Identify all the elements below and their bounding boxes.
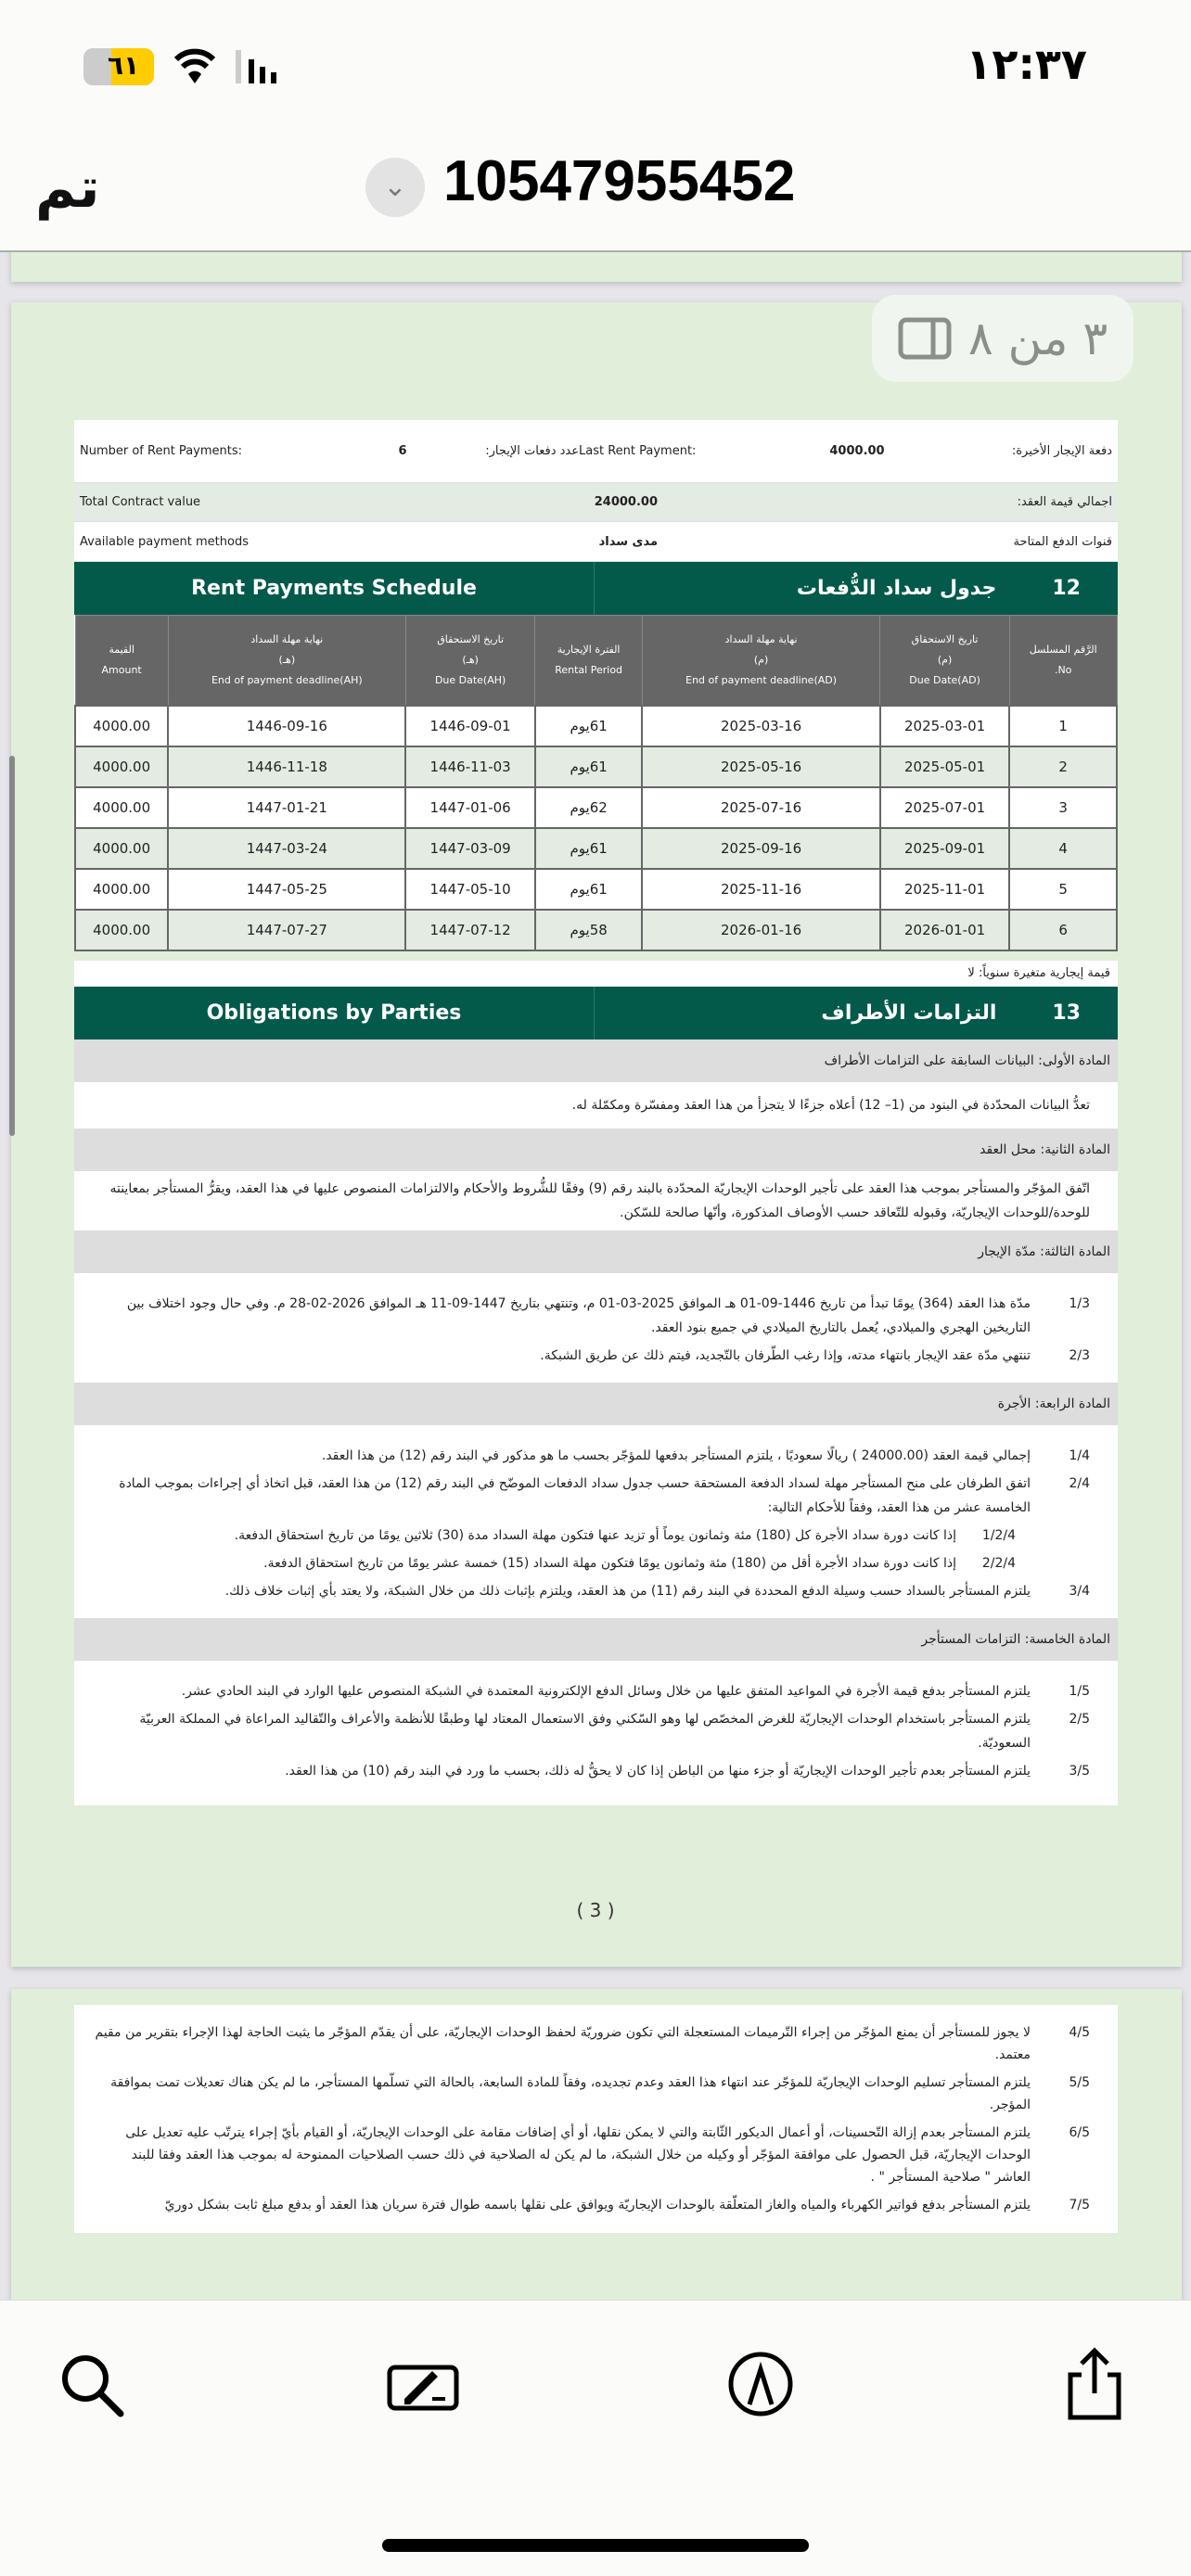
header-line: (م): [937, 653, 953, 666]
table-cell: 1: [1009, 706, 1117, 746]
clause-text: تنتهي مدّة عقد الإيجار بانتهاء مدته، وإذا رغب الطّرفان بالتّجديد، فيتم ذلك عن طريق الشبكة.: [540, 1347, 1031, 1363]
label: قنوات الدفع المتاحة: [1013, 534, 1112, 549]
clause-number: 3/5: [1069, 1763, 1090, 1779]
clause-number: 1/4: [1069, 1447, 1090, 1463]
share-icon[interactable]: [1057, 2347, 1132, 2421]
header-line: Amount: [101, 663, 142, 676]
header-line: Rental Period: [555, 663, 623, 676]
header-line: End of payment deadline(AH): [211, 673, 363, 686]
table-cell: 1447-01-06: [405, 787, 535, 828]
battery-level: ٦١: [108, 50, 140, 81]
clause-text: يلتزم المستأجر بالسداد حسب وسيلة الدفع المحددة في البند رقم (11) من هذ العقد، ويلتزم بإثبات ذلك من خلال الشبكة، ولا يعتد بأي إثبات خلاف ذلك.: [224, 1583, 1031, 1599]
clause: [93, 1524, 1016, 1548]
column-header: [1009, 616, 1117, 706]
table-cell: 5: [1009, 869, 1117, 910]
search-icon[interactable]: [54, 2347, 128, 2421]
label: Total Contract value: [80, 495, 201, 509]
wifi-icon: [173, 46, 217, 85]
table-cell: 2: [1009, 746, 1117, 787]
column-header: [75, 616, 168, 706]
page-counter[interactable]: [872, 295, 1133, 382]
clause-number: 4/5: [1069, 2025, 1090, 2040]
clause-text: يلتزم المستأجر بدفع فواتير الكهرباء والمياه والغاز المتعلّقة بالوحدات الإيجاريّة ويوافق على نقلها باسمه طوال فترة سريان هذا العقد أو بدفع مبلغ ثابت بشكل دوريّ: [164, 2198, 1031, 2213]
markup-icon[interactable]: [386, 2347, 460, 2421]
article-text: تعدُّ البيانات المحدّدة في البنود من (1– 12) أعلاه جزءًا لا يتجزأ من هذا العقد ومفسّرة ومكمّلة له.: [571, 1097, 1090, 1113]
summary-row: [74, 420, 1118, 483]
table-cell: 2025-05-16: [642, 746, 879, 787]
article-items: [74, 1661, 1118, 1805]
table-row: [75, 828, 1117, 869]
table-cell: 1446-09-01: [405, 706, 535, 746]
clause-text: إذا كانت دورة سداد الأجرة كل (180) مئة وثمانون يوماً أو تزيد عنها فتكون مهلة السداد مدة (30) ثلاثين يومًا من تاريخ استحقاق الدفعة.: [234, 1527, 956, 1543]
header-line: نهاية مهلة السداد: [724, 632, 798, 645]
table-cell: 2025-05-01: [880, 746, 1010, 787]
clause: [93, 1679, 1090, 1703]
column-header: [405, 616, 535, 706]
article-items: [74, 2005, 1118, 2233]
header-line: الفترة الإيجارية: [557, 643, 621, 656]
battery-icon: [83, 48, 154, 85]
clause: [93, 2122, 1090, 2188]
clause-number: 7/5: [1069, 2198, 1090, 2213]
section-title-en: Obligations by Parties: [206, 1001, 462, 1025]
section-number: 12: [1052, 577, 1081, 600]
clause: [93, 1444, 1090, 1468]
clause: [93, 1759, 1090, 1783]
clause-text: يلتزم المستأجر بدفع قيمة الأجرة في المواعيد المتفق عليها من خلال وسائل الدفع الإلكترونية المعتمدة في الشبكة المنصوص عليها الوارد في البند الحادي عشر.: [181, 1683, 1031, 1699]
bottom-toolbar: [0, 2300, 1191, 2576]
clause-text: إذا كانت دورة سداد الأجرة أقل من (180) مئة وثمانون يومًا فتكون مهلة السداد (15) خمسة عشر يومًا من تاريخ استحقاق الدفعة.: [263, 1555, 956, 1571]
table-cell: 2026-01-01: [880, 910, 1010, 950]
article-items: [74, 1425, 1118, 1618]
table-cell: 2026-01-16: [642, 910, 879, 950]
header-line: تاريخ الاستحقاق: [437, 632, 505, 645]
clause-number: 3/4: [1069, 1583, 1090, 1599]
page-counter-label: ٣ من ٨: [967, 312, 1108, 365]
header-line: Due Date(AH): [434, 673, 506, 686]
label: عدد دفعات الإيجار:: [485, 444, 579, 458]
table-cell: 2025-07-01: [880, 787, 1010, 828]
table-cell: 61يوم: [535, 706, 642, 746]
column-header: [168, 616, 405, 706]
table-cell: 4000.00: [75, 869, 168, 910]
table-cell: 1447-03-24: [168, 828, 405, 869]
clause-text: يلتزم المستأجر بعدم إزالة التّحسينات، أو أعمال الديكور الثّابتة والتي لا يمكن نقلها، أو أي إضافات مقامة على الوحدات الإيجاريّة، أو القيام بأيّ إجراء يترتّب عليه تعديل على الوحدات الإيجاريّة، قبل الحصول على موافقة المؤجّر أو وكيله من خلال الشبكة، ما لم يكن له الصلاحية في ذلك حسب الصلاحيات الممنوحة له بموجب هذا العقد وفقا للبند العاشر " صلاحية المستأجر " .: [125, 2125, 1031, 2185]
article-items: [74, 1273, 1118, 1383]
document-title[interactable]: 10547955452: [443, 149, 796, 213]
table-cell: 2025-11-01: [880, 869, 1010, 910]
clause-number: 1/5: [1069, 1683, 1090, 1699]
clause-number: 6/5: [1069, 2125, 1090, 2140]
table-cell: 4000.00: [75, 787, 168, 828]
table-cell: 1447-01-21: [168, 787, 405, 828]
value: 6: [398, 444, 407, 458]
article-heading: المادة الأولى: البيانات السابقة على التزامات الأطراف: [74, 1039, 1118, 1082]
sidebar-icon: [898, 317, 952, 360]
table-cell: 2025-03-16: [642, 706, 879, 746]
table-cell: 1446-11-03: [405, 746, 535, 787]
table-cell: 1446-11-18: [168, 746, 405, 787]
clause-text: يلتزم المستأجر باستخدام الوحدات الإيجاريّة للغرض المخصّص لها وهو السّكني وفق الاستعمال المعتاد لها وطبقًا للأنظمة والأعراف والتّقاليد المراعاة في المملكة العربيّة السعوديّة.: [139, 1711, 1031, 1751]
table-cell: 1447-05-10: [405, 869, 535, 910]
table-cell: 1446-09-16: [168, 706, 405, 746]
table-cell: 2025-09-16: [642, 828, 879, 869]
label: Number of Rent Payments:: [80, 443, 242, 458]
clause-text: يلتزم المستأجر بعدم تأجير الوحدات الإيجاريّة أو جزء منها من الباطن إذا كان لا يحقُّ له ذلك، بحسب ما ورد في البند رقم (10) من هذا العقد.: [285, 1763, 1031, 1779]
table-cell: 1447-07-27: [168, 910, 405, 950]
section-title-en: Rent Payments Schedule: [191, 577, 477, 600]
label: Available payment methods: [80, 534, 249, 549]
table-cell: 1447-07-12: [405, 910, 535, 950]
header-line: (هـ): [278, 653, 296, 666]
clause-text: مدّة هذا العقد (364) يومًا تبدأ من تاريخ 1446-09-01 هـ الموافق 2025-03-01 م، وتنتهي بتاريخ 1447-09-11 هـ الموافق 2026-02-28 م. وفي حال وجود اختلاف بين التاريخين الهجري والميلادي، يُعمل بالتاريخ الميلادي في جميع بنود العقد.: [126, 1295, 1031, 1335]
section-title-ar: التزامات الأطراف: [821, 1001, 997, 1025]
clause-text: اتفق الطرفان على منح المستأجر مهلة لسداد الدفعة المستحقة حسب جدول سداد الدفعات الموضّح في البند رقم (12) من هذا العقد، قبل اتخاذ أي إجراءات بموجب المادة الخامسة عشر من هذا العقد، وفقاً للأحكام التالية:: [119, 1475, 1031, 1515]
column-header: [642, 616, 879, 706]
variable-rent-note: قيمة إيجارية متغيرة سنوياً: لا: [967, 965, 1110, 980]
clause: [93, 2021, 1090, 2066]
article-heading: المادة الثانية: محل العقد: [74, 1129, 1118, 1171]
clause: [93, 1579, 1090, 1603]
done-button[interactable]: تم: [35, 156, 100, 221]
header-line: Due Date(AD): [909, 673, 980, 686]
clause: [93, 2194, 1090, 2216]
clause-number: 5/5: [1069, 2075, 1090, 2090]
label: Last Rent Payment:: [579, 444, 697, 458]
table-cell: 2025-09-01: [880, 828, 1010, 869]
section-header-12: [74, 562, 1118, 615]
table-cell: 4000.00: [75, 746, 168, 787]
table-cell: 2025-11-16: [642, 869, 879, 910]
clause-number: 1/2/4: [981, 1527, 1016, 1543]
header-line: (م): [753, 653, 769, 666]
clause: [93, 2072, 1090, 2116]
table-row: [75, 869, 1117, 910]
value: 4000.00: [829, 444, 885, 458]
article-heading: المادة الخامسة: التزامات المستأجر: [74, 1618, 1118, 1661]
clause-number: 1/3: [1069, 1295, 1090, 1311]
table-cell: 4000.00: [75, 706, 168, 746]
article-heading: المادة الرابعة: الأجرة: [74, 1383, 1118, 1425]
table-cell: 2025-03-01: [880, 706, 1010, 746]
article-heading: المادة الثالثة: مدّة الإيجار: [74, 1231, 1118, 1273]
clause: [93, 1344, 1090, 1368]
clause-text: لا يجوز للمستأجر أن يمنع المؤجّر من إجراء التّرميمات المستعجلة التي تكون ضروريّة لحفظ الوحدات الإيجاريّة، على أن يقدّم المؤجّر ما يثبت الحاجة لهذا الإجراء بتقرير من مقيم معتمد.: [95, 2025, 1031, 2062]
table-cell: 1447-05-25: [168, 869, 405, 910]
label: اجمالي قيمة العقد:: [1017, 495, 1112, 509]
home-indicator[interactable]: [382, 2539, 809, 2552]
title-menu-chevron-icon[interactable]: ⌄: [365, 158, 425, 217]
article-text: اتّفق المؤجّر والمستأجر بموجب هذا العقد على تأجير الوحدات الإيجاريّة المحدّدة بالبند رقم (9) وفقًا للشُّروط والأحكام والالتزامات المنصوص عليها في هذا العقد، ويقرُّ المستأجر بمعاينته للوحدة/للوحدات الإيجاريّة، وقبوله للتّعاقد حسب الأوصاف المذكورة، وأنّها صالحة للسّكن.: [109, 1180, 1090, 1220]
scrollbar[interactable]: [9, 756, 15, 1136]
header-line: No.: [1054, 663, 1072, 676]
table-cell: 6: [1009, 910, 1117, 950]
header-line: الرَّقم المسلسل: [1029, 643, 1097, 656]
table-row: [75, 910, 1117, 950]
clause-number: 2/2/4: [981, 1555, 1016, 1571]
page-number: ( 3 ): [576, 1899, 615, 1921]
table-cell: 61يوم: [535, 828, 642, 869]
table-cell: 1447-03-09: [405, 828, 535, 869]
clause-text: يلتزم المستأجر تسليم الوحدات الإيجاريّة للمؤجّر عند انتهاء هذا العقد وعدم تجديده، وفقاً للمادة السابعة، بالحالة التي تسلّمها المستأجر، ما لم يكن هناك تعديلات تمت بموافقة المؤجر.: [110, 2075, 1031, 2112]
clock: ١٢:٣٧: [966, 39, 1087, 89]
top-bar: [0, 0, 1191, 252]
table-cell: 4: [1009, 828, 1117, 869]
section-number: 13: [1052, 1001, 1081, 1025]
header-line: (هـ): [462, 653, 479, 666]
table-cell: 61يوم: [535, 869, 642, 910]
table-cell: 62يوم: [535, 787, 642, 828]
table-row: [75, 706, 1117, 746]
clause-number: 2/4: [1069, 1475, 1090, 1491]
contract-page-content: [74, 420, 1118, 1805]
section-title-ar: جدول سداد الدُّفعات: [796, 577, 997, 600]
clause: [93, 1551, 1016, 1575]
table-cell: 2025-07-16: [642, 787, 879, 828]
clause: [93, 1292, 1090, 1340]
summary-row: [74, 483, 1118, 522]
value: مدى سداد: [598, 534, 658, 549]
clause-text: إجمالي قيمة العقد (24000.00 ) ريالًا سعوديًا ، يلتزم المستأجر بدفعها للمؤجّر بحسب ما هو مذكور في البند رقم (12) من هذا العقد.: [321, 1447, 1031, 1463]
table-cell: 4000.00: [75, 828, 168, 869]
header-line: End of payment deadline(AD): [685, 673, 838, 686]
clause: [93, 1707, 1090, 1755]
table-row: [75, 787, 1117, 828]
table-cell: 58يوم: [535, 910, 642, 950]
table-cell: 4000.00: [75, 910, 168, 950]
column-header: [535, 616, 642, 706]
rent-payments-table: [74, 615, 1118, 951]
column-header: [880, 616, 1010, 706]
clause: [93, 1472, 1090, 1520]
cellular-signal-icon: [234, 48, 289, 85]
table-cell: 3: [1009, 787, 1117, 828]
contract-page-4-content: [74, 2005, 1118, 2233]
header-line: نهاية مهلة السداد: [250, 632, 324, 645]
section-header-13: [74, 987, 1118, 1039]
header-line: القيمة: [109, 643, 134, 656]
clause-number: 2/3: [1069, 1347, 1090, 1363]
value: 24000.00: [594, 495, 658, 509]
pen-circle-icon[interactable]: [724, 2347, 798, 2421]
header-line: تاريخ الاستحقاق: [911, 632, 979, 645]
label: دفعة الإيجار الأخيرة:: [1011, 444, 1112, 458]
table-row: [75, 746, 1117, 787]
table-cell: 61يوم: [535, 746, 642, 787]
clause-number: 2/5: [1069, 1711, 1090, 1727]
summary-row: [74, 522, 1118, 562]
